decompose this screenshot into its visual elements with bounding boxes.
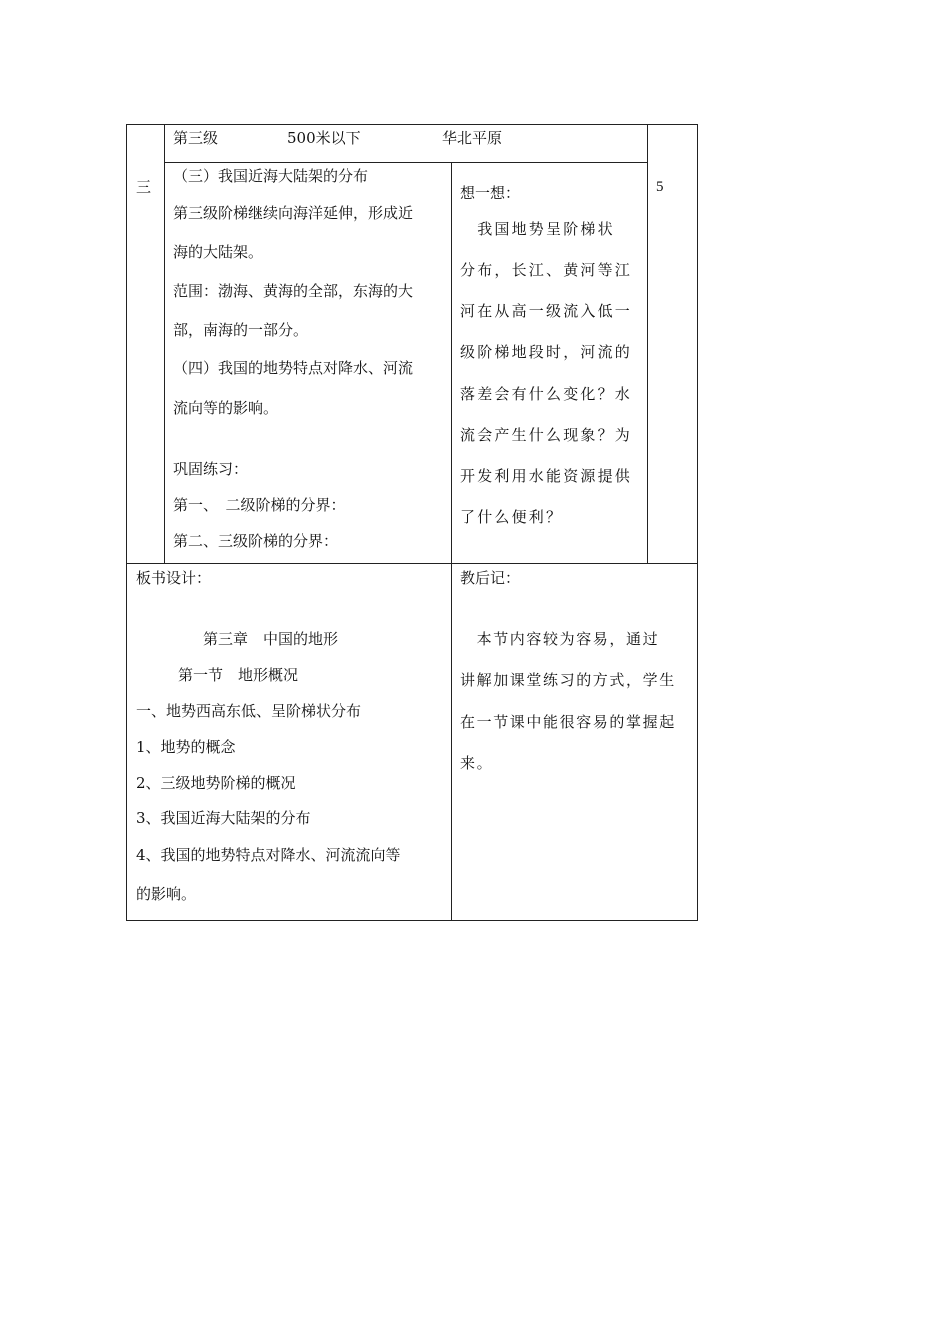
region-label: 华北平原 xyxy=(442,129,503,147)
col-divider-2-bottom xyxy=(451,563,452,921)
table-border-top xyxy=(126,124,698,125)
lesson-line: 第一、 二级阶梯的分界： xyxy=(173,496,346,514)
board-line: 第一节 地形概况 xyxy=(178,666,299,684)
think-line: 开发利用水能资源提供 xyxy=(460,467,633,485)
lesson-line: 巩固练习： xyxy=(173,460,249,478)
col-divider-3 xyxy=(647,124,648,564)
reflection-line: 讲解加课堂练习的方式，学生 xyxy=(460,671,676,689)
think-line: 分布，长江、黄河等江 xyxy=(460,261,633,279)
lesson-line: 第二、三级阶梯的分界： xyxy=(173,532,339,550)
think-line: 河在从高一级流入低一 xyxy=(460,302,633,320)
table-border-left xyxy=(126,124,127,921)
table-border-right xyxy=(697,124,698,921)
board-line: 2、三级地势阶梯的概况 xyxy=(136,774,296,792)
board-line: 4、我国的地势特点对降水、河流流向等 xyxy=(136,846,401,864)
lesson-line: 范围：渤海、黄海的全部，东海的大 xyxy=(173,282,414,300)
col-divider-2-top xyxy=(451,162,452,564)
section-marker: 三 xyxy=(136,178,152,196)
reflection-line: 来。 xyxy=(460,754,494,772)
lesson-line: 流向等的影响。 xyxy=(173,399,279,417)
think-line: 级阶梯地段时，河流的 xyxy=(460,343,633,361)
lesson-line: 海的大陆架。 xyxy=(173,243,264,261)
board-line: 第三章 中国的地形 xyxy=(203,630,339,648)
time-minutes: 5 xyxy=(656,179,664,195)
think-line: 了什么便利？ xyxy=(460,508,564,526)
reflection-title: 教后记： xyxy=(460,569,521,587)
think-title: 想一想： xyxy=(460,184,521,202)
lesson-line: （四）我国的地势特点对降水、河流 xyxy=(173,359,414,377)
table-border-bottom xyxy=(126,920,698,921)
col-divider-1 xyxy=(164,124,165,564)
table-row-divider xyxy=(126,563,698,564)
board-line: 一、地势西高东低、呈阶梯状分布 xyxy=(136,702,362,720)
think-line: 流会产生什么现象？为 xyxy=(460,426,633,444)
inner-row-divider xyxy=(164,162,647,163)
think-line: 我国地势呈阶梯状 xyxy=(460,220,615,238)
level-label: 第三级 xyxy=(173,129,219,147)
board-line: 3、我国近海大陆架的分布 xyxy=(136,809,311,827)
board-line: 1、地势的概念 xyxy=(136,738,236,756)
board-design-title: 板书设计： xyxy=(136,569,212,587)
reflection-line: 在一节课中能很容易的掌握起 xyxy=(460,713,676,731)
lesson-line: 第三级阶梯继续向海洋延伸，形成近 xyxy=(173,204,414,222)
lesson-line: 部，南海的一部分。 xyxy=(173,321,309,339)
elevation-label: 500米以下 xyxy=(287,129,361,147)
reflection-line: 本节内容较为容易，通过 xyxy=(460,630,660,648)
board-line: 的影响。 xyxy=(136,885,197,903)
think-line: 落差会有什么变化？水 xyxy=(460,385,633,403)
lesson-line: （三）我国近海大陆架的分布 xyxy=(173,167,369,185)
